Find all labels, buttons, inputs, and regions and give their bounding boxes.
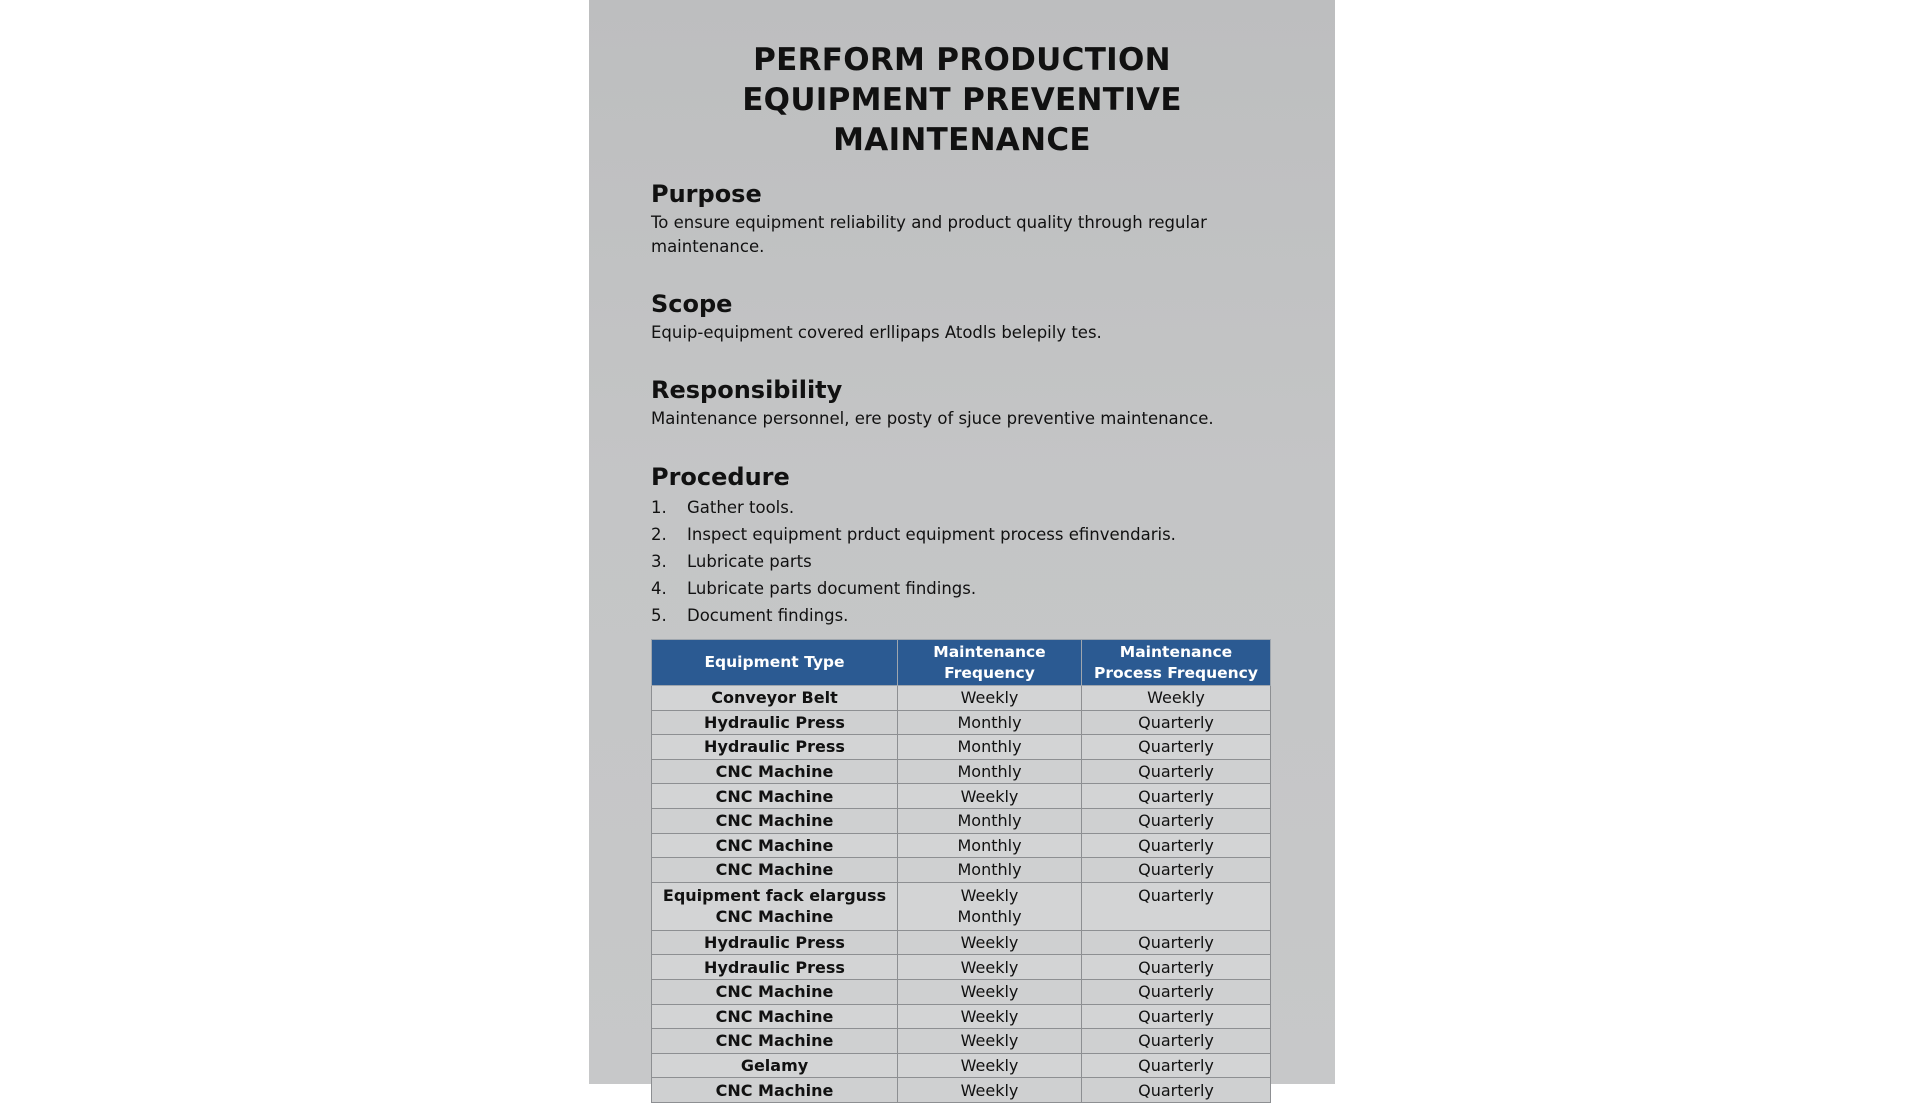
responsibility-section (651, 375, 1273, 431)
process-frequency-text: Quarterly (1138, 885, 1214, 905)
equipment-type-cell (652, 858, 898, 883)
scope-heading: Scope (651, 290, 733, 318)
table-row (652, 686, 1271, 711)
equipment-type-text: CNC Machine (715, 1031, 834, 1051)
process-frequency-text: Quarterly (1138, 1080, 1214, 1100)
procedure-step (651, 548, 1273, 575)
maintenance-frequency-text: Weekly (960, 1031, 1019, 1051)
equipment-type-text: CNC Machine (715, 811, 834, 831)
equipment-type-cell (652, 930, 898, 955)
equipment-type-text: Hydraulic Press (704, 737, 845, 757)
procedure-step (651, 494, 1273, 521)
equipment-type-text: Hydraulic Press (704, 933, 845, 953)
equipment-type-cell (652, 710, 898, 735)
process-frequency-text: Quarterly (1138, 982, 1214, 1002)
header-equipment-type: Equipment Type (652, 640, 898, 686)
process-frequency-cell (1082, 930, 1271, 955)
equipment-type-text: Gelamy (740, 1056, 809, 1076)
procedure-step (651, 602, 1273, 629)
maintenance-frequency-cell (898, 1004, 1082, 1029)
maintenance-frequency-cell (898, 710, 1082, 735)
table-row (652, 955, 1271, 980)
process-frequency-cell (1082, 1004, 1271, 1029)
maintenance-frequency-cell (898, 1078, 1082, 1103)
maintenance-frequency-text: Weekly (960, 688, 1019, 708)
process-frequency-text: Quarterly (1138, 762, 1214, 782)
equipment-type-cell (652, 955, 898, 980)
process-frequency-text: Quarterly (1138, 1031, 1214, 1051)
table-row (652, 710, 1271, 735)
equipment-type-text: Hydraulic Press (704, 712, 845, 732)
document-title: PERFORM PRODUCTION EQUIPMENT PREVENTIVE MAINTENANCE (742, 42, 1182, 158)
process-frequency-text: Quarterly (1138, 933, 1214, 953)
equipment-type-cell (652, 1029, 898, 1054)
responsibility-heading: Responsibility (651, 376, 843, 404)
step-text: Document findings. (687, 606, 849, 625)
table-header-row (652, 640, 1271, 686)
table-row (652, 882, 1271, 930)
purpose-heading: Purpose (651, 180, 762, 208)
maintenance-frequency-cell (898, 784, 1082, 809)
table-row (652, 784, 1271, 809)
process-frequency-text: Quarterly (1138, 1006, 1214, 1026)
table-row (652, 930, 1271, 955)
equipment-type-text: CNC Machine (715, 1006, 834, 1026)
maintenance-frequency-cell (898, 833, 1082, 858)
process-frequency-cell (1082, 979, 1271, 1004)
equipment-type-cell (652, 1004, 898, 1029)
process-frequency-text: Quarterly (1138, 1056, 1214, 1076)
header-maintenance-frequency: Maintenance Frequency (898, 640, 1082, 686)
process-frequency-text: Quarterly (1138, 835, 1214, 855)
procedure-heading: Procedure (651, 463, 790, 491)
step-number: 4. (651, 579, 667, 598)
process-frequency-cell (1082, 955, 1271, 980)
equipment-type-cell (652, 686, 898, 711)
maintenance-frequency-cell (898, 759, 1082, 784)
maintenance-frequency-cell (898, 882, 1082, 930)
equipment-type-cell (652, 808, 898, 833)
process-frequency-text: Quarterly (1138, 712, 1214, 732)
equipment-type-text: CNC Machine (715, 1080, 834, 1100)
process-frequency-cell (1082, 858, 1271, 883)
equipment-type-cell (652, 979, 898, 1004)
table-row (652, 1029, 1271, 1054)
equipment-type-text: CNC Machine (715, 860, 834, 880)
step-number: 5. (651, 606, 667, 625)
process-frequency-cell (1082, 1078, 1271, 1103)
equipment-type-cell (652, 833, 898, 858)
maintenance-frequency-cell (898, 735, 1082, 760)
equipment-type-text: Hydraulic Press (704, 957, 845, 977)
step-number: 3. (651, 552, 667, 571)
step-text: Lubricate parts document findings. (687, 579, 977, 598)
equipment-type-text: CNC Machine (715, 835, 834, 855)
maintenance-table (651, 639, 1271, 1103)
step-number: 2. (651, 525, 667, 544)
maintenance-frequency-text: Weekly (960, 982, 1019, 1002)
process-frequency-cell (1082, 784, 1271, 809)
table-row (652, 1053, 1271, 1078)
process-frequency-text: Weekly (1147, 688, 1205, 708)
step-text: Gather tools. (687, 498, 795, 517)
process-frequency-cell (1082, 735, 1271, 760)
equipment-type-cell (652, 1053, 898, 1078)
procedure-steps (651, 494, 1273, 629)
equipment-type-text: Conveyor Belt (711, 688, 838, 708)
process-frequency-text: Quarterly (1138, 786, 1214, 806)
maintenance-frequency-cell (898, 686, 1082, 711)
maintenance-frequency-text: Monthly (957, 712, 1022, 732)
process-frequency-cell (1082, 1029, 1271, 1054)
equipment-type-text: CNC Machine (715, 762, 834, 782)
header-process-frequency: Maintenance Process Frequency (1082, 640, 1271, 686)
table-row (652, 979, 1271, 1004)
maintenance-frequency-text: Weekly (960, 957, 1019, 977)
equipment-type-text: CNC Machine (715, 906, 834, 926)
step-number: 1. (651, 498, 667, 517)
table-row (652, 759, 1271, 784)
maintenance-frequency-text: Weekly (960, 1080, 1019, 1100)
process-frequency-text: Quarterly (1138, 957, 1214, 977)
equipment-type-text: CNC Machine (715, 786, 834, 806)
maintenance-frequency-text: Monthly (957, 906, 1022, 926)
equipment-type-text: CNC Machine (715, 982, 834, 1002)
maintenance-frequency-text: Weekly (960, 1056, 1019, 1076)
process-frequency-cell (1082, 808, 1271, 833)
maintenance-frequency-cell (898, 979, 1082, 1004)
maintenance-frequency-text: Monthly (957, 762, 1022, 782)
table-row (652, 808, 1271, 833)
process-frequency-cell (1082, 686, 1271, 711)
procedure-step (651, 521, 1273, 548)
equipment-type-cell (652, 882, 898, 930)
process-frequency-text: Quarterly (1138, 811, 1214, 831)
equipment-type-text: Equipment fack elarguss (662, 885, 887, 905)
process-frequency-text: Quarterly (1138, 860, 1214, 880)
scope-section (651, 289, 1273, 345)
process-frequency-cell (1082, 882, 1271, 930)
maintenance-frequency-text: Monthly (957, 860, 1022, 880)
equipment-type-cell (652, 784, 898, 809)
purpose-text: To ensure equipment reliability and product quality through regular maintenance. (651, 213, 1207, 256)
equipment-type-cell (652, 735, 898, 760)
equipment-type-cell (652, 1078, 898, 1103)
maintenance-frequency-cell (898, 1053, 1082, 1078)
scope-text: Equip-equipment covered erllipaps Atodls belepily tes. (651, 323, 1102, 342)
process-frequency-cell (1082, 1053, 1271, 1078)
step-text: Lubricate parts (687, 552, 812, 571)
table-row (652, 1004, 1271, 1029)
maintenance-frequency-text: Weekly (960, 933, 1019, 953)
purpose-section (651, 179, 1273, 259)
responsibility-text: Maintenance personnel, ere posty of sjuce preventive maintenance. (651, 409, 1214, 428)
procedure-section (651, 462, 1273, 629)
maintenance-frequency-cell (898, 955, 1082, 980)
maintenance-frequency-text: Weekly (960, 786, 1019, 806)
procedure-step (651, 575, 1273, 602)
maintenance-frequency-text: Monthly (957, 811, 1022, 831)
table-row (652, 735, 1271, 760)
maintenance-frequency-cell (898, 930, 1082, 955)
process-frequency-cell (1082, 759, 1271, 784)
maintenance-frequency-text: Monthly (957, 737, 1022, 757)
equipment-type-cell (652, 759, 898, 784)
maintenance-frequency-text: Weekly (960, 1006, 1019, 1026)
maintenance-frequency-text: Weekly (960, 885, 1019, 905)
process-frequency-text: Quarterly (1138, 737, 1214, 757)
table-row (652, 1078, 1271, 1103)
process-frequency-cell (1082, 833, 1271, 858)
maintenance-frequency-cell (898, 1029, 1082, 1054)
maintenance-frequency-cell (898, 808, 1082, 833)
document-page (589, 0, 1335, 1100)
table-row (652, 858, 1271, 883)
process-frequency-cell (1082, 710, 1271, 735)
table-body (652, 686, 1271, 1103)
table-row (652, 833, 1271, 858)
maintenance-frequency-text: Monthly (957, 835, 1022, 855)
step-text: Inspect equipment prduct equipment process efinvendaris. (687, 525, 1176, 544)
maintenance-frequency-cell (898, 858, 1082, 883)
